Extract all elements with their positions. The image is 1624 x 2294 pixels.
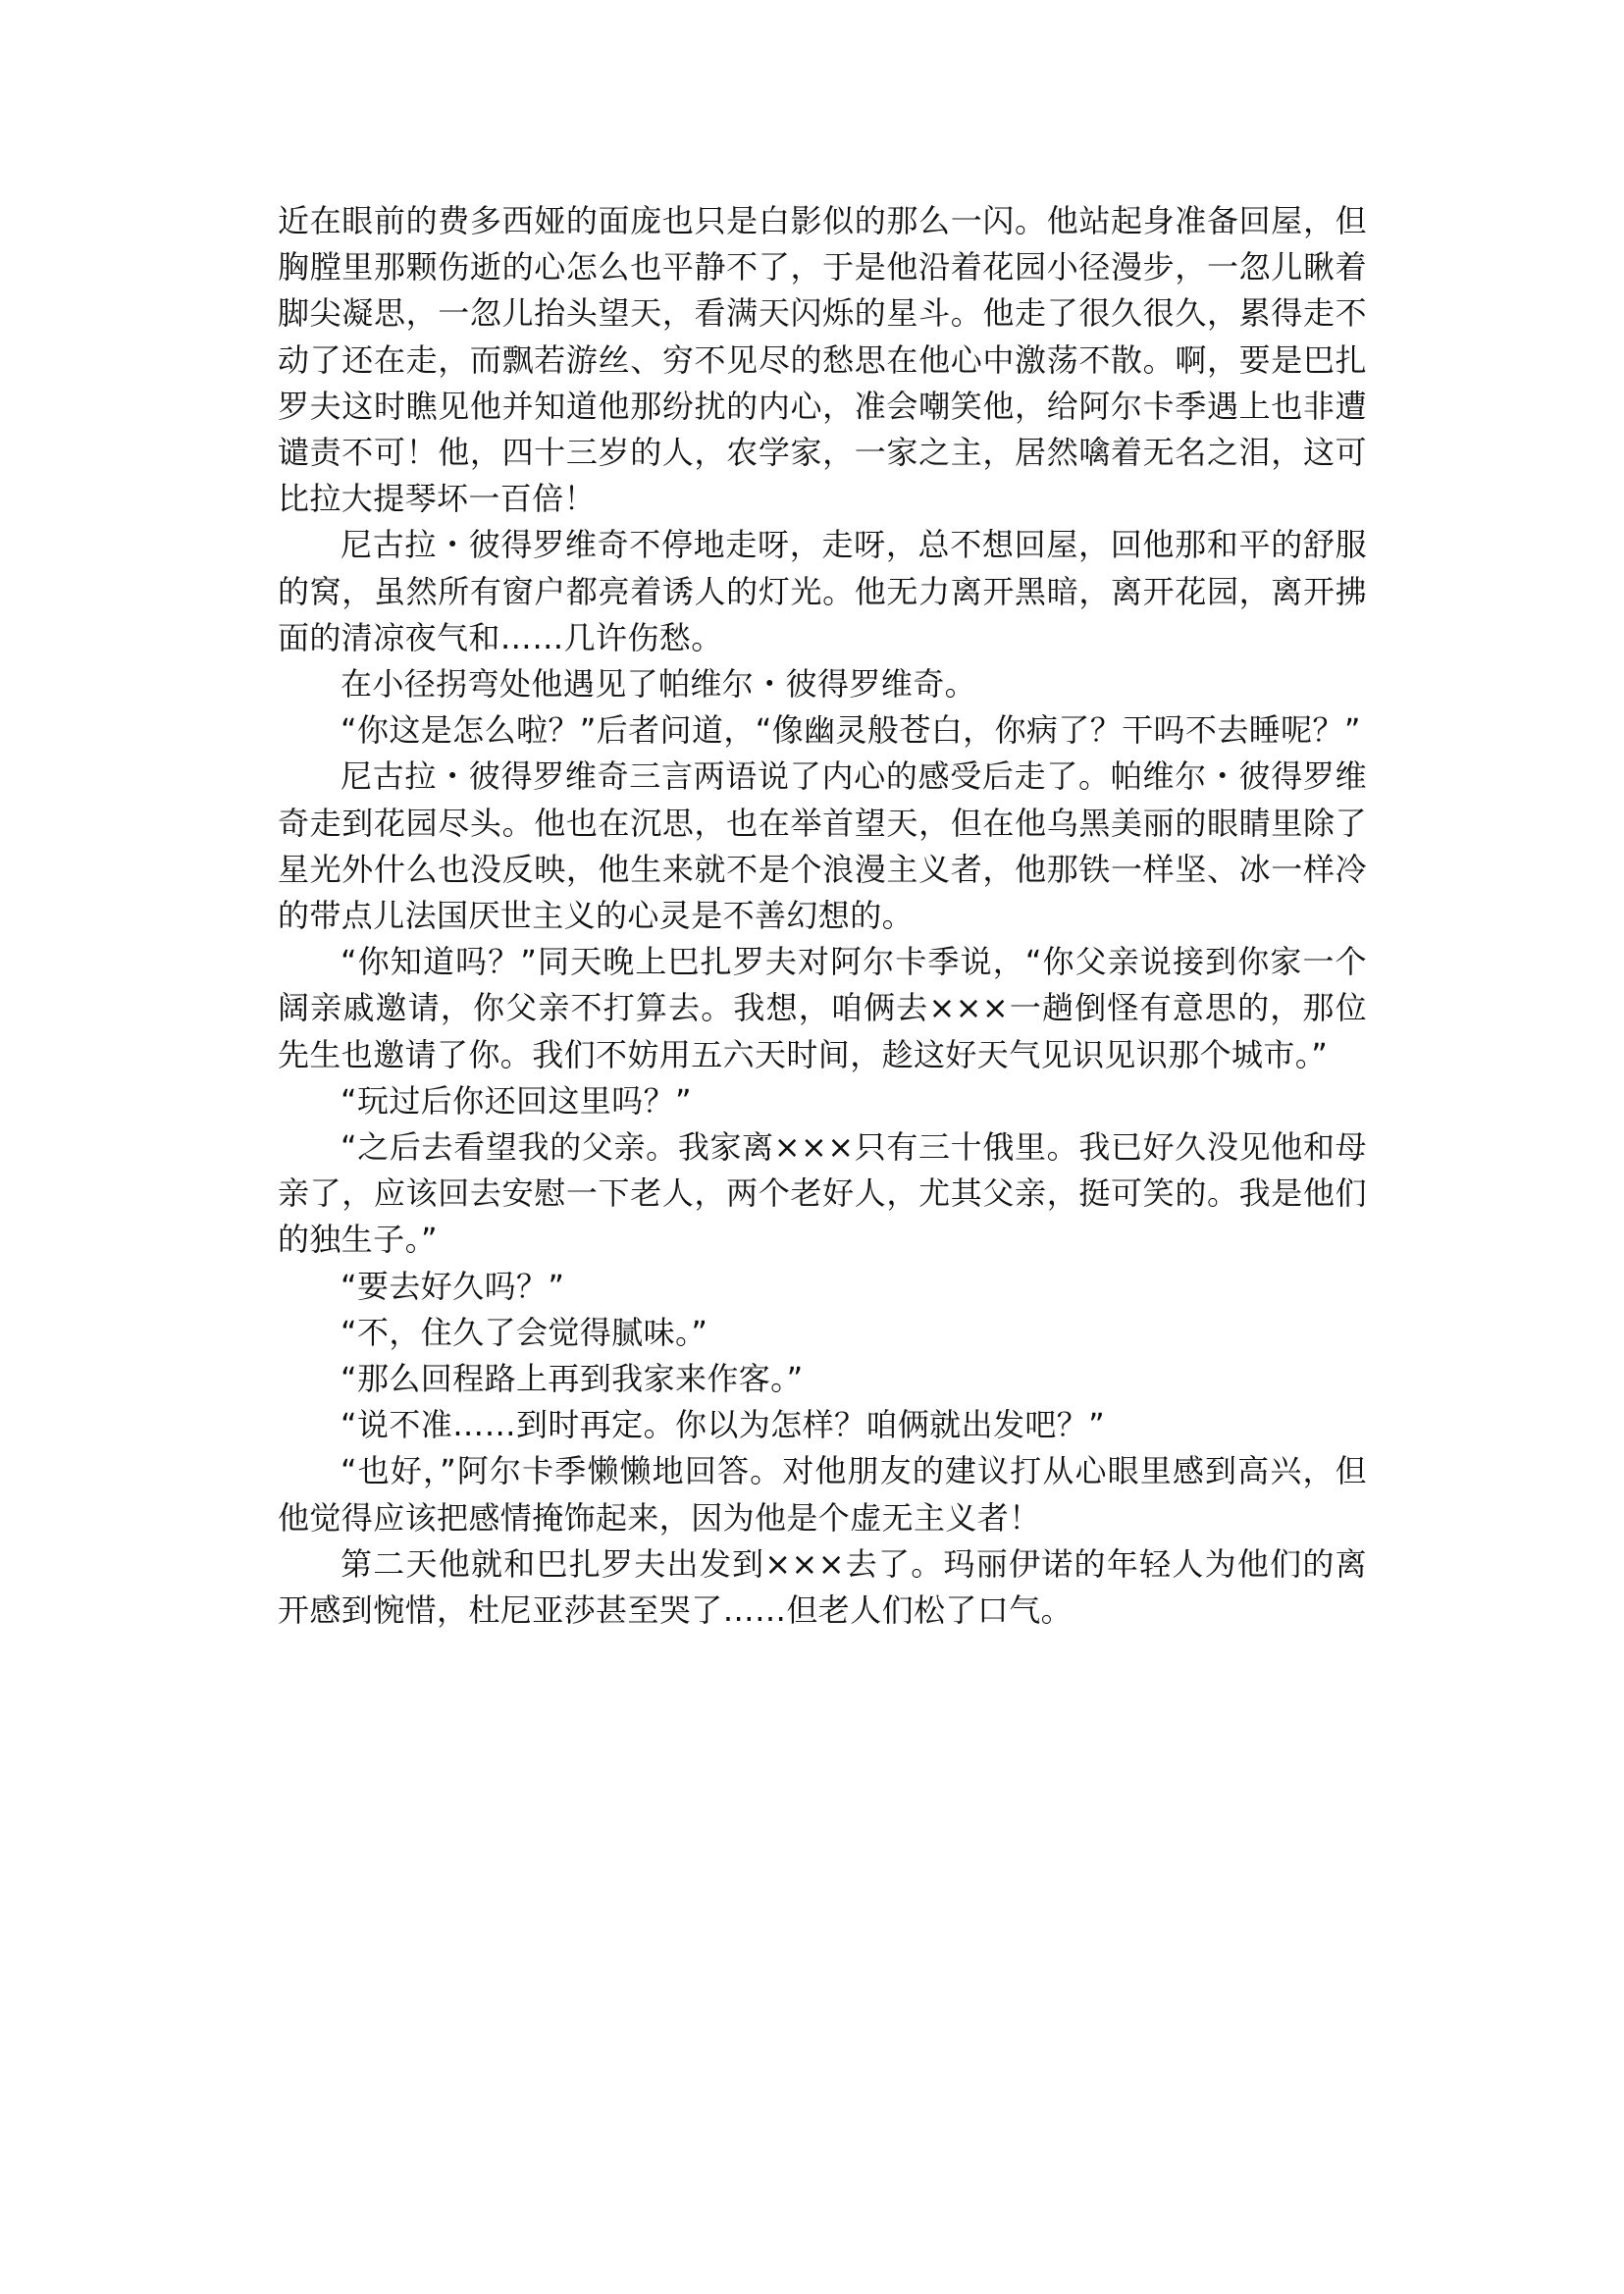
paragraph: 在小径拐弯处他遇见了帕维尔・彼得罗维奇。 <box>341 665 977 704</box>
paragraph: “说不准……到时再定。你以为怎样？咱俩就出发吧？” <box>341 1406 1106 1444</box>
paragraph: 近在眼前的费多西娅的面庞也只是白影似的那么一闪。他站起身准备回屋，但胸膛里那颗伤逝的心怎么也平静不了，于是他沿着花园小径漫步，一忽儿瞅着脚尖凝思，一忽儿抬头望天，看满天闪烁的星斗。他走了很久很久，累得走不动了还在走，而飘若游丝、穷不见尽的愁思在他心中激荡不散。啊，要是巴扎罗夫这时瞧见他并知道他那纷扰的内心，准会嘲笑他，给阿尔卡季遇上也非遭谴责不可！他，四十三岁的人，农学家，一家之主，居然噙着无名之泪，这可比拉大提琴坏一百倍！ <box>278 202 1367 518</box>
paragraph: “要去好久吗？” <box>341 1267 565 1305</box>
paragraph: “不，住久了会觉得腻味。” <box>341 1313 708 1351</box>
paragraph: 尼古拉・彼得罗维奇不停地走呀，走呀，总不想回屋，回他那和平的舒服的窝，虽然所有窗户都亮着诱人的灯光。他无力离开黑暗，离开花园，离开拂面的清凉夜气和……几许伤愁。 <box>278 526 1367 656</box>
paragraph: “你知道吗？”同天晚上巴扎罗夫对阿尔卡季说，“你父亲说接到你家一个阔亲戚邀请，你父亲不打算去。我想，咱俩去×××一趟倒怪有意思的，那位先生也邀请了你。我们不妨用五六天时间，趁这好天气见识见识那个城市。” <box>278 943 1367 1073</box>
paragraph: 第二天他就和巴扎罗夫出发到×××去了。玛丽伊诺的年轻人为他们的离开感到惋惜，杜尼亚莎甚至哭了……但老人们松了口气。 <box>278 1544 1367 1630</box>
paragraph: “玩过后你还回这里吗？” <box>341 1081 692 1120</box>
paragraph: “你这是怎么啦？”后者问道，“像幽灵般苍白，你病了？干吗不去睡呢？” <box>341 711 1361 750</box>
paragraph: “那么回程路上再到我家来作客。” <box>341 1360 804 1398</box>
paragraph: 尼古拉・彼得罗维奇三言两语说了内心的感受后走了。帕维尔・彼得罗维奇走到花园尽头。他也在沉思，也在举首望天，但在他乌黑美丽的眼睛里除了星光外什么也没反映，他生来就不是个浪漫主义者，他那铁一样坚、冰一样冷的带点儿法国厌世主义的心灵是不善幻想的。 <box>278 757 1367 935</box>
body-text <box>278 198 1367 1634</box>
paragraph: “也好，”阿尔卡季懒懒地回答。对他朋友的建议打从心眼里感到高兴，但他觉得应该把感情掩饰起来，因为他是个虚无主义者！ <box>278 1452 1367 1537</box>
paragraph: “之后去看望我的父亲。我家离×××只有三十俄里。我已好久没见他和母亲了，应该回去安慰一下老人，两个老好人，尤其父亲，挺可笑的。我是他们的独生子。” <box>278 1128 1367 1259</box>
